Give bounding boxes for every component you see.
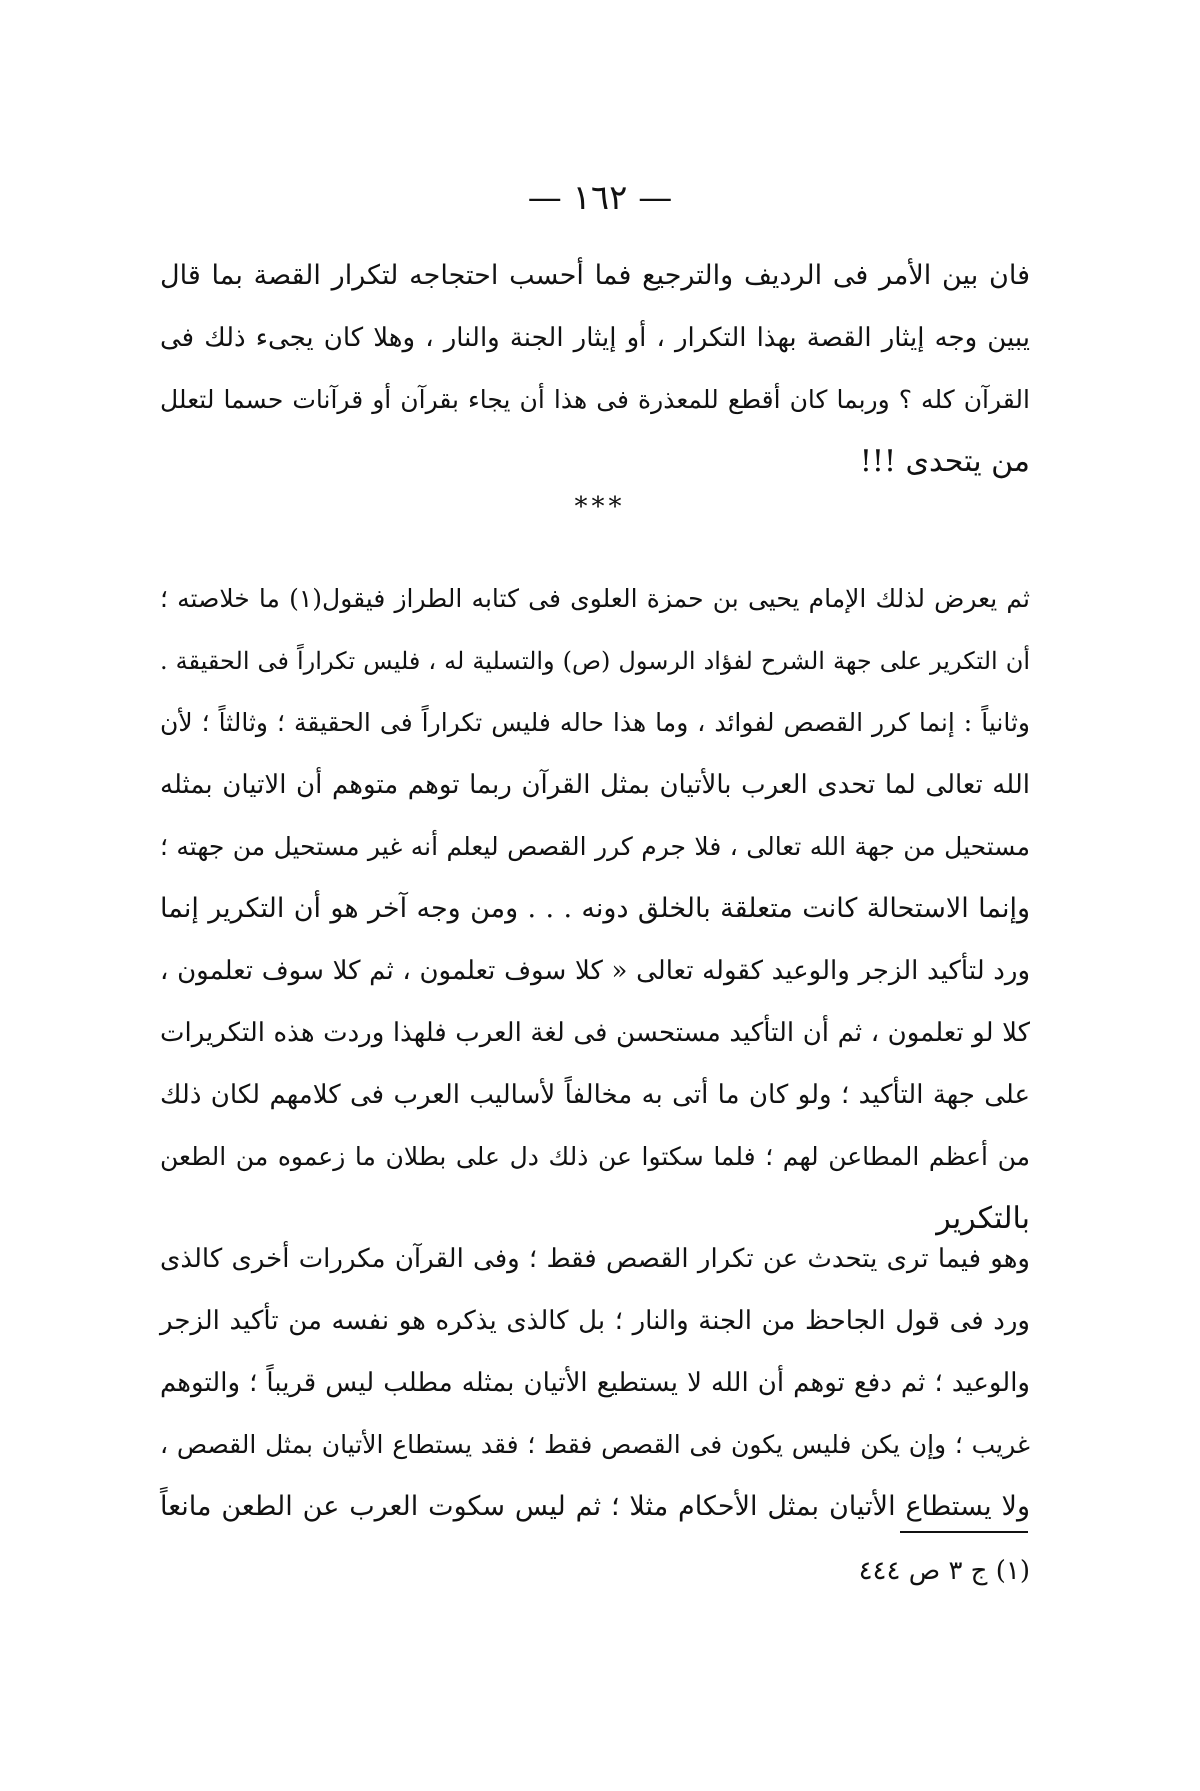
text-line: وهو فيما ترى يتحدث عن تكرار القصص فقط ؛ وفى القرآن مكررات أخرى كالذى	[160, 1244, 1030, 1274]
text-line: غريب ؛ وإن يكن فليس يكون فى القصص فقط ؛ فقد يستطاع الأتيان بمثل القصص ،	[160, 1430, 1030, 1459]
text-line: من أعظم المطاعن لهم ؛ فلما سكتوا عن ذلك دل على بطلان ما زعموه من الطعن	[160, 1142, 1030, 1171]
text-line: ولا يستطاع الأتيان بمثل الأحكام مثلا ؛ ثم ليس سكوت العرب عن الطعن مانعاً	[160, 1491, 1030, 1522]
text-line: من يتحدى !!!	[859, 444, 1030, 479]
text-line: وثانياً : إنما كرر القصص لفوائد ، وما هذا حاله فليس تكراراً فى الحقيقة ؛ وثالثاً ؛ لأن	[160, 708, 1030, 737]
text-line: يبين وجه إيثار القصة بهذا التكرار ، أو إيثار الجنة والنار ، وهلا كان يجىء ذلك فى	[160, 323, 1030, 353]
text-line: الله تعالى لما تحدى العرب بالأتيان بمثل القرآن ربما توهم متوهم أن الاتيان بمثله	[160, 770, 1030, 800]
text-line: ورد لتأكيد الزجر والوعيد كقوله تعالى « كلا سوف تعلمون ، ثم كلا سوف تعلمون ،	[160, 956, 1030, 986]
text-line: مستحيل من جهة الله تعالى ، فلا جرم كرر القصص ليعلم أنه غير مستحيل من جهته ؛	[160, 832, 1030, 861]
paragraph-1	[160, 245, 1030, 493]
footnote: (١) ج ٣ ص ٤٤٤	[858, 1556, 1030, 1586]
text-line: أن التكرير على جهة الشرح لفؤاد الرسول (ص) والتسلية له ، فليس تكراراً فى الحقيقة .	[160, 647, 1030, 675]
text-line: والوعيد ؛ ثم دفع توهم أن الله لا يستطيع الأتيان بمثله مطلب ليس قريباً ؛ والتوهم	[160, 1368, 1030, 1398]
page-number: — ١٦٢ —	[527, 178, 673, 218]
text-line: ثم يعرض لذلك الإمام يحيى بن حمزة العلوى فى كتابه الطراز فيقول(١) ما خلاصته ؛	[160, 584, 1030, 613]
footnote-divider	[900, 1531, 1028, 1533]
text-line: فان بين الأمر فى الرديف والترجيع فما أحسب احتجاجه لتكرار القصة بما قال	[160, 260, 1030, 291]
text-line: كلا لو تعلمون ، ثم أن التأكيد مستحسن فى لغة العرب فلهذا وردت هذه التكريرات	[160, 1018, 1030, 1048]
text-line: ورد فى قول الجاحظ من الجنة والنار ؛ بل كالذى يذكره هو نفسه من تأكيد الزجر	[160, 1306, 1030, 1336]
text-line: بالتكرير	[936, 1201, 1030, 1236]
paragraph-2	[160, 568, 1030, 1250]
text-line: القرآن كله ؟ وربما كان أقطع للمعذرة فى هذا أن يجاء بقرآن أو قرآنات حسما لتعلل	[160, 385, 1030, 414]
paragraph-3	[160, 1228, 1030, 1538]
text-line: على جهة التأكيد ؛ ولو كان ما أتى به مخالفاً لأساليب العرب فى كلامهم لكان ذلك	[160, 1080, 1030, 1110]
text-line: وإنما الاستحالة كانت متعلقة بالخلق دونه . . . ومن وجه آخر هو أن التكرير إنما	[160, 893, 1030, 924]
section-separator: ***	[574, 492, 626, 522]
